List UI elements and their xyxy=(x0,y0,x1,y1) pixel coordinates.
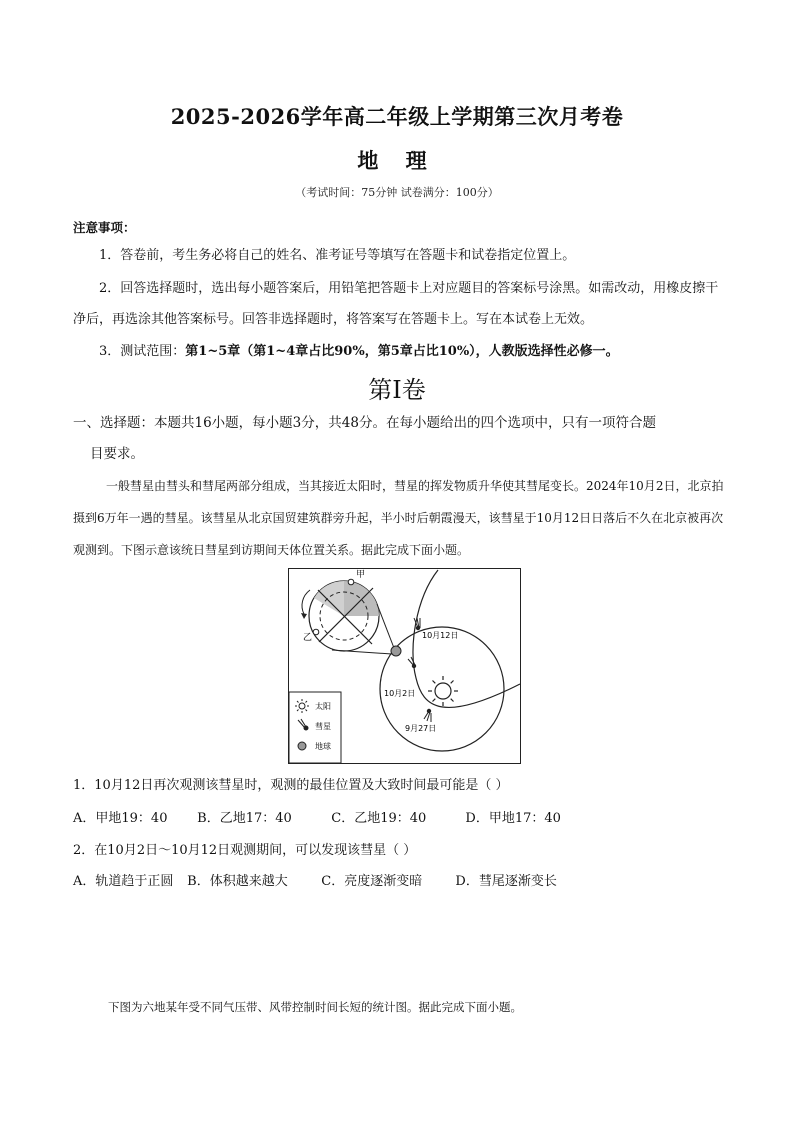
label-oct12: 10月12日 xyxy=(422,631,459,640)
exam-info: （考试时间：75分钟 试卷满分：100分） xyxy=(295,186,499,199)
comet-orbit-figure xyxy=(288,568,521,764)
question-1-options xyxy=(73,809,561,829)
notice-item-3 xyxy=(73,336,723,367)
q2-option-b[interactable]: B．体积越来越大 xyxy=(187,874,288,889)
legend-sun: 太阳 xyxy=(315,702,331,711)
figure-legend xyxy=(289,692,341,763)
comet-orbit-diagram xyxy=(288,568,521,764)
question-1-stem: 1．10月12日再次观测该彗星时，观测的最佳位置及大致时间最可能是（ ） xyxy=(73,778,509,793)
q1-option-b[interactable]: B．乙地17：40 xyxy=(197,811,292,826)
notice-item-1 xyxy=(73,240,723,271)
notice-item-2-text: 2．回答选择题时，选出每小题答案后，用铅笔把答题卡上对应题目的答案标号涂黑。如需改动，用橡皮擦干净后，再选涂其他答案标号。回答非选择题时，将答案写在答题卡上。写在本试卷上无效。 xyxy=(73,281,719,327)
notice-item-3-prefix: 3．测试范围： xyxy=(99,344,186,359)
legend-comet: 彗星 xyxy=(315,722,331,731)
section-instruction-line-2: 目要求。 xyxy=(90,446,144,462)
notice-item-3-range: 第1~5章（第1~4章占比90%，第5章占比10%），人教版选择性必修一。 xyxy=(185,344,619,359)
q2-option-c[interactable]: C．亮度逐渐变暗 xyxy=(321,874,423,889)
label-yi: 乙 xyxy=(303,633,313,643)
section-title: 第Ⅰ卷 xyxy=(368,376,426,404)
label-oct2: 10月2日 xyxy=(384,689,416,698)
paper-title: 2025-2026学年高二年级上学期第三次月考卷 xyxy=(170,104,624,129)
legend-earth: 地球 xyxy=(315,742,331,751)
question-material xyxy=(73,470,725,566)
question-2-stem: 2．在10月2日～10月12日观测期间，可以发现该彗星（ ） xyxy=(73,843,417,858)
q1-option-d[interactable]: D．甲地17：40 xyxy=(465,811,561,826)
question-material-text: 一般彗星由彗头和彗尾两部分组成，当其接近太阳时，彗星的挥发物质升华使其彗尾变长。2024年10月2日，北京拍摄到6万年一遇的彗星。该彗星从北京国贸建筑群旁升起，半小时后朝霞漫天，该彗星于10月12日日落后不久在北京被再次观测到。下图示意该统日彗星到访期间天体位置关系。据此完成下面小题。 xyxy=(73,479,724,557)
q2-option-a[interactable]: A．轨道趋于正圆 xyxy=(73,874,174,889)
section-instruction-line-1: 一、选择题：本题共16小题，每小题3分，共48分。在每小题给出的四个选项中，只有一项符合题 xyxy=(73,415,656,431)
q1-option-a[interactable]: A．甲地19：40 xyxy=(73,811,168,826)
label-jia: 甲 xyxy=(356,570,366,580)
notice-item-2 xyxy=(73,273,723,335)
question-2-options xyxy=(73,872,557,892)
next-question-material: 下图为六地某年受不同气压带、风带控制时间长短的统计图。据此完成下面小题。 xyxy=(108,1000,522,1014)
subject-title: 地 理 xyxy=(357,148,437,173)
label-sep27: 9月27日 xyxy=(405,724,437,733)
notice-item-1-text: 1．答卷前，考生务必将自己的姓名、准考证号等填写在答题卡和试卷指定位置上。 xyxy=(99,248,576,263)
section-instruction xyxy=(73,408,725,470)
q2-option-d[interactable]: D．彗尾逐渐变长 xyxy=(455,874,557,889)
q1-option-c[interactable]: C．乙地19：40 xyxy=(331,811,427,826)
earth-icon xyxy=(391,646,401,656)
notice-heading: 注意事项： xyxy=(73,220,136,235)
